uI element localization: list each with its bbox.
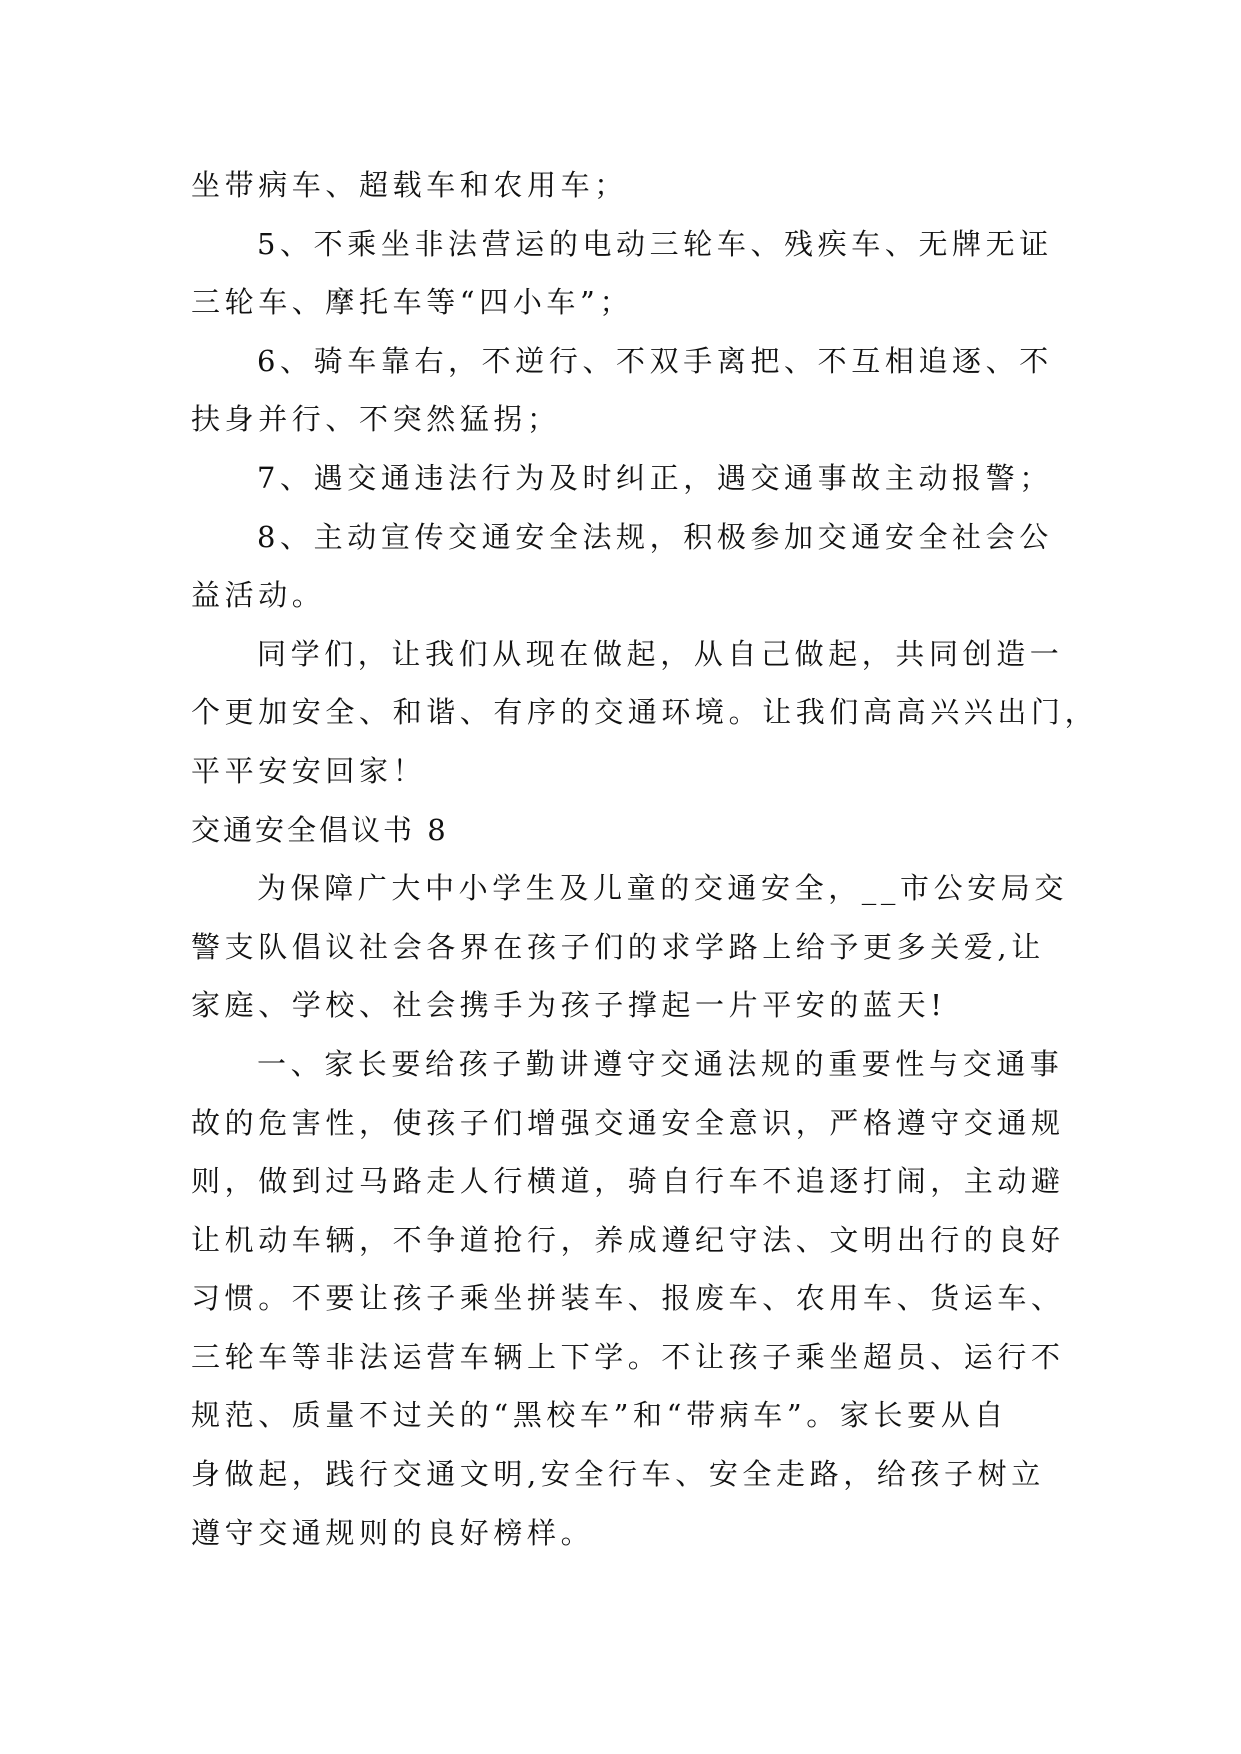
paragraph-line: 6、骑车靠右，不逆行、不双手离把、不互相追逐、不 <box>257 343 1053 378</box>
paragraph-line: 个更加安全、和谐、有序的交通环境。让我们高高兴兴出门， <box>191 695 1099 730</box>
paragraph-line: 为保障广大中小学生及儿童的交通安全，__市公安局交 <box>257 871 1069 906</box>
paragraph-line: 遵守交通规则的良好榜样。 <box>191 1515 595 1550</box>
paragraph-line: 同学们，让我们从现在做起，从自己做起，共同创造一 <box>257 636 1064 671</box>
paragraph-line: 家庭、学校、社会携手为孩子撑起一片平安的蓝天! <box>191 988 947 1023</box>
paragraph <box>191 508 1055 625</box>
paragraph-line: 则，做到过马路走人行横道，骑自行车不追逐打闹，主动避 <box>191 1164 1065 1199</box>
document-body <box>191 156 1099 1562</box>
paragraph-line: 8、主动宣传交通安全法规，积极参加交通安全社会公 <box>257 519 1053 554</box>
paragraph-line: 三轮车等非法运营车辆上下学。不让孩子乘坐超员、运行不 <box>191 1339 1065 1374</box>
paragraph-line: 故的危害性，使孩子们增强交通安全意识，严格遵守交通规 <box>191 1105 1065 1140</box>
paragraph <box>191 1035 1065 1562</box>
paragraph-line: 习惯。不要让孩子乘坐拼装车、报废车、农用车、货运车、 <box>191 1281 1065 1316</box>
paragraph-line: 7、遇交通违法行为及时纠正，遇交通事故主动报警； <box>257 460 1053 495</box>
paragraph-line: 益活动。 <box>191 578 326 613</box>
paragraph-line: 5、不乘坐非法营运的电动三轮车、残疾车、无牌无证 <box>257 226 1053 261</box>
paragraph-line: 三轮车、摩托车等“四小车”； <box>191 285 634 320</box>
section-title-text: 交通安全倡议书 8 <box>191 812 449 847</box>
paragraph-line: 警支队倡议社会各界在孩子们的求学路上给予更多关爱,让 <box>191 929 1045 964</box>
paragraph-line: 规范、质量不过关的“黑校车”和“带病车”。家长要从自 <box>191 1398 1008 1433</box>
paragraph-line: 平平安安回家！ <box>191 753 427 788</box>
paragraph-line: 身做起，践行交通文明,安全行车、安全走路，给孩子树立 <box>191 1457 1045 1492</box>
paragraph <box>191 859 1069 1035</box>
paragraph <box>191 156 1055 215</box>
paragraph <box>191 215 1055 332</box>
paragraph-line: 坐带病车、超载车和农用车； <box>191 168 628 202</box>
paragraph <box>191 625 1099 801</box>
paragraph-line: 让机动车辆，不争道抢行，养成遵纪守法、文明出行的良好 <box>191 1222 1065 1257</box>
paragraph <box>191 332 1055 449</box>
paragraph-line: 一、家长要给孩子勤讲遵守交通法规的重要性与交通事 <box>257 1046 1064 1081</box>
section-title <box>191 801 1055 860</box>
paragraph-line: 扶身并行、不突然猛拐； <box>191 402 561 437</box>
paragraph <box>191 449 1055 508</box>
